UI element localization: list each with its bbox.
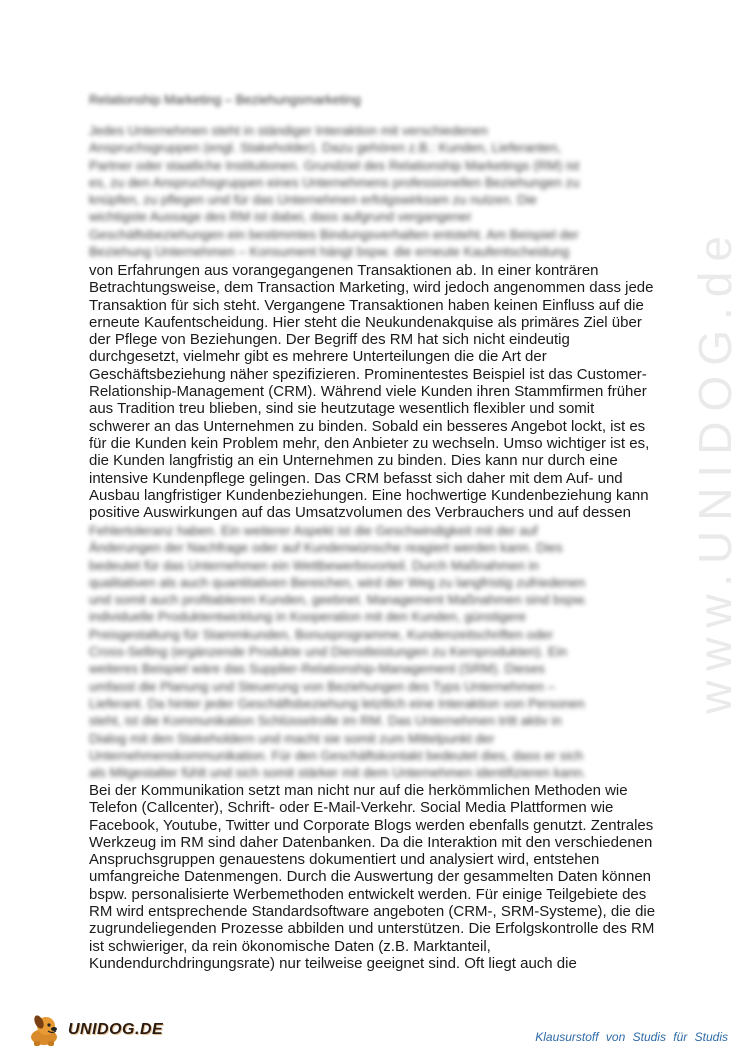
text-line: zugrundeliegenden Prozesse abbilden und unterstützen. Die Erfolgskontrolle des RM: [89, 920, 655, 938]
clear-paragraph-1: [89, 262, 669, 521]
text-line: Änderungen der Nachfrage oder auf Kundenwünsche reagiert werden kann. Dies: [89, 540, 563, 556]
text-line: Ausbau langfristiger Kundenbeziehungen. Eine hochwertige Kundenbeziehung kann: [89, 486, 649, 504]
text-line: Geschäftsbeziehungen ein bestimmtes Bindungsverhalten entsteht. Am Beispiel der: [89, 226, 579, 242]
text-line: Kundendurchdringungsrate) nur teilweise geeignet sind. Oft liegt auch die: [89, 954, 577, 972]
text-line: individuelle Produktentwicklung in Kooperation mit den Kunden, günstigere: [89, 609, 526, 625]
blurred-paragraph-mid: [89, 522, 669, 781]
text-line: als Mitgestalter fühlt und sich somit stärker mit dem Unternehmen identifizieren kann.: [89, 765, 586, 781]
text-line: Jedes Unternehmen steht in ständiger Interaktion mit verschiedenen: [89, 123, 488, 138]
text-line: Facebook, Youtube, Twitter und Corporate Blogs werden ebenfalls genutzt. Zentrales: [89, 816, 654, 834]
text-line: Relationship-Management (CRM). Während viele Kunden ihren Stammfirmen früher: [89, 383, 647, 401]
text-line: Anspruchsgruppen genauestens dokumentiert und analysiert wird, entstehen: [89, 851, 600, 869]
dog-mascot-icon: [26, 1013, 66, 1047]
text-line: Lieferant. Da hinter jeder Geschäftsbeziehung letztlich eine Interaktion von Personen: [89, 695, 585, 711]
blurred-paragraph-top: [89, 122, 669, 260]
text-line: die Kunden langfristig an ein Unternehmen zu binden. Dies kann nur durch eine: [89, 452, 618, 470]
text-line: der Pflege von Beziehungen. Der Begriff des RM hat sich nicht eindeutig: [89, 331, 570, 349]
text-line: umfasst die Planung und Steuerung von Beziehungen des Typs Unternehmen –: [89, 678, 556, 694]
text-line: positive Auswirkungen auf das Umsatzvolumen des Verbrauchers und auf dessen: [89, 504, 631, 522]
unidog-logo[interactable]: [26, 1013, 166, 1047]
text-line: Betrachtungsweise, dem Transaction Marketing, wird jedoch angenommen dass jede: [89, 279, 654, 297]
logo-text: UNIDOG.DE: [68, 1021, 164, 1038]
text-line: Cross-Selling (ergänzende Produkte und Dienstleistungen zu Kernprodukten). Ein: [89, 644, 567, 660]
document-title: Relationship Marketing – Beziehungsmarketing: [89, 92, 361, 107]
text-line: es, zu den Anspruchsgruppen eines Unternehmens professionellen Beziehungen zu: [89, 174, 580, 190]
text-line: qualitativen als auch quantitativen Bereichen, wird der Weg zu langfristig zufriedenen: [89, 574, 586, 590]
text-line: Geschäftsbeziehung näher spezifizieren. Prominentestes Beispiel ist das Customer-: [89, 365, 647, 383]
text-line: Bei der Kommunikation setzt man nicht nur auf die herkömmlichen Methoden wie: [89, 782, 628, 799]
text-line: aus Tradition treu blieben, sind sie heutzutage wesentlich flexibler und somit: [89, 400, 595, 418]
text-line: Beziehung Unternehmen – Konsument hängt bspw. die erneute Kaufentscheidung: [89, 244, 570, 260]
text-line: Dialog mit den Stakeholdern und macht sie somit zum Mittelpunkt der: [89, 730, 495, 746]
text-line: Anspruchsgruppen (engl. Stakeholder). Dazu gehören z.B.: Kunden, Lieferanten,: [89, 140, 562, 156]
text-line: steht, ist die Kommunikation Schlüsselrolle im RM. Das Unternehmen tritt aktiv in: [89, 713, 562, 729]
text-line: durchgesetzt, vielmehr gibt es mehrere Unterteilungen die die Art der: [89, 348, 547, 366]
text-line: weiteres Beispiel wäre das Supplier-Relationship-Management (SRM). Dieses: [89, 661, 545, 677]
text-line: Werkzeug im RM sind daher Datenbanken. Da die Interaktion mit den verschiedenen: [89, 833, 653, 851]
text-line: Transaktion für sich steht. Vergangene Transaktionen haben keinen Einfluss auf die: [89, 296, 644, 314]
text-line: intensive Kundenpflege gelingen. Das CRM befasst sich daher mit dem Auf- und: [89, 469, 623, 487]
text-line: umfangreiche Datenmengen. Durch die Auswertung der gesammelten Daten können: [89, 868, 652, 886]
text-line: Telefon (Callcenter), Schrift- oder E-Mail-Verkehr. Social Media Plattformen wie: [89, 799, 614, 817]
text-line: Unternehmenskommunikation. Für den Geschäftskontakt bedeutet dies, dass er sich: [89, 747, 584, 763]
text-line: erneute Kaufentscheidung. Hier steht die Neukundenakquise als primäres Ziel über: [89, 313, 642, 331]
text-line: RM wird entsprechende Standardsoftware angeboten (CRM-, SRM-Systeme), die die: [89, 903, 656, 921]
text-line: knüpfen, zu pflegen und für das Unternehmen erfolgswirksam zu nutzen. Die: [89, 192, 537, 208]
text-line: von Erfahrungen aus vorangegangenen Transaktionen ab. In einer konträren: [89, 262, 599, 279]
text-line: wichtigste Aussage des RM ist dabei, dass aufgrund vergangener: [89, 209, 472, 225]
text-line: Partner oder staatliche Institutionen. Grundziel des Relationship Marketings (RM) ist: [89, 157, 580, 173]
text-line: und somit auch profitableren Kunden, geebnet. Management Maßnahmen sind bspw.: [89, 592, 587, 608]
text-line: Preisgestaltung für Stammkunden, Bonusprogramme, Kundenzeitschriften oder: [89, 626, 554, 642]
footer-slogan: Klausurstoff von Studis für Studis: [535, 1030, 728, 1044]
clear-paragraph-2: [89, 782, 669, 972]
text-line: Fehlertoleranz haben. Ein weiterer Aspekt ist die Geschwindigkeit mit der auf: [89, 523, 538, 538]
text-line: bspw. personalisierte Werbemethoden entwickelt werden. Für einige Teilgebiete des: [89, 885, 647, 903]
text-line: für die Kunden kein Problem mehr, den Anbieter zu wechseln. Umso wichtiger ist es,: [89, 434, 650, 452]
watermark: www.UNIDOG.de: [689, 226, 741, 714]
text-line: bedeutet für das Unternehmen ein Wettbewerbsvorteil. Durch Maßnahmen in: [89, 557, 539, 573]
text-line: ist schwieriger, da rein ökonomische Daten (z.B. Marktanteil,: [89, 937, 491, 955]
text-line: schwerer an das Unternehmen zu binden. Sobald ein besseres Angebot lockt, ist es: [89, 417, 646, 435]
